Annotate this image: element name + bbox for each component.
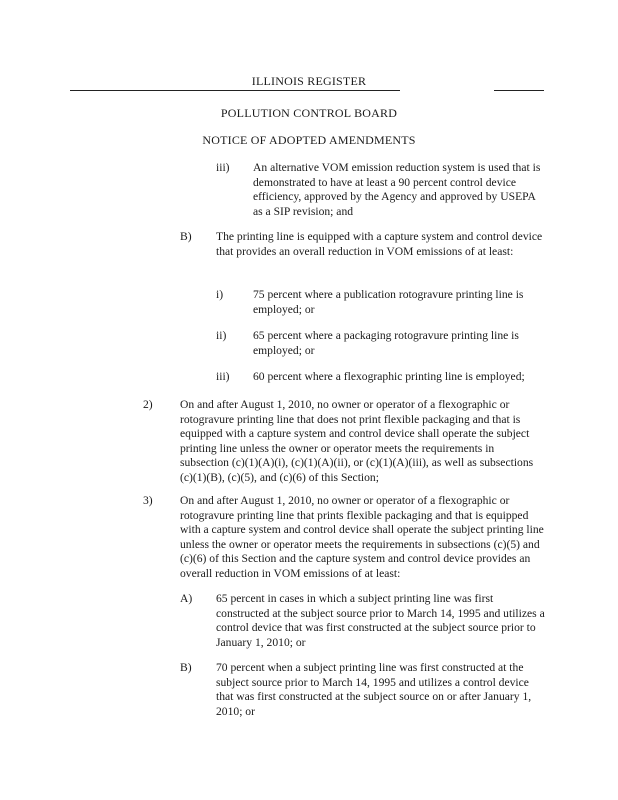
paragraph-text: 70 percent when a subject printing line was first constructed at the subject source prior to March 14, 1995 and utilizes a control device that was first constructed at the subject source on or after January 1, 2010; or xyxy=(216,661,532,718)
item-marker: B) xyxy=(180,230,192,243)
item-marker: B) xyxy=(180,661,192,674)
paragraph xyxy=(253,161,545,219)
register-title: ILLINOIS REGISTER xyxy=(251,74,367,88)
item-marker: 3) xyxy=(143,494,153,507)
paragraph xyxy=(180,398,545,486)
paragraph xyxy=(216,592,545,650)
paragraph xyxy=(216,230,545,259)
board-title: POLLUTION CONTROL BOARD xyxy=(220,106,398,120)
header-rule-right xyxy=(494,90,544,91)
paragraph xyxy=(253,329,545,358)
paragraph-text: 65 percent in cases in which a subject printing line was first constructed at the subject source prior to March 14, 1995 and utilizes a control device that was first constructed at the subject source prior to January 1, 2010; or xyxy=(216,592,545,649)
item-marker: 2) xyxy=(143,398,153,411)
item-marker: iii) xyxy=(216,161,230,174)
notice-title: NOTICE OF ADOPTED AMENDMENTS xyxy=(202,133,416,147)
item-marker: iii) xyxy=(216,370,230,383)
paragraph xyxy=(216,661,545,719)
paragraph xyxy=(253,370,545,385)
item-marker: A) xyxy=(180,592,193,605)
header-rule xyxy=(70,90,400,91)
item-marker: ii) xyxy=(216,329,227,342)
paragraph-text: 60 percent where a flexographic printing line is employed; xyxy=(253,370,525,383)
paragraph xyxy=(180,494,545,582)
item-marker: i) xyxy=(216,288,224,301)
paragraph-text: On and after August 1, 2010, no owner or operator of a flexographic or rotogravure printing line that does not print flexible packaging and that is equipped with a capture system and control device shall operate the subject printing line unless the owner or operator meets the requirements in subsection (c)(1)(A)(i), (c)(1)(A)(ii), or (c)(1)(A)(iii), as well as subsections (c)(1)(B), (c)(5), and (c)(6) of this Section; xyxy=(180,398,534,484)
paragraph-text: On and after August 1, 2010, no owner or operator of a flexographic or rotogravure printing line that prints flexible packaging and that is equipped with a capture system and control device shall operate the subject printing line unless the owner or operator meets the requirements in subsections (c)(5) and (c)(6) of this Section and the capture system and control device provides an overall reduction in VOM emissions of at least: xyxy=(180,494,544,580)
paragraph xyxy=(253,288,545,317)
paragraph-text: The printing line is equipped with a capture system and control device that provides an overall reduction in VOM emissions of at least: xyxy=(216,230,543,258)
paragraph-text: 75 percent where a publication rotogravure printing line is employed; or xyxy=(253,288,524,316)
paragraph-text: 65 percent where a packaging rotogravure printing line is employed; or xyxy=(253,329,519,357)
paragraph-text: An alternative VOM emission reduction system is used that is demonstrated to have at least a 90 percent control device efficiency, approved by the Agency and approved by USEPA as a SIP revision; and xyxy=(253,161,541,218)
